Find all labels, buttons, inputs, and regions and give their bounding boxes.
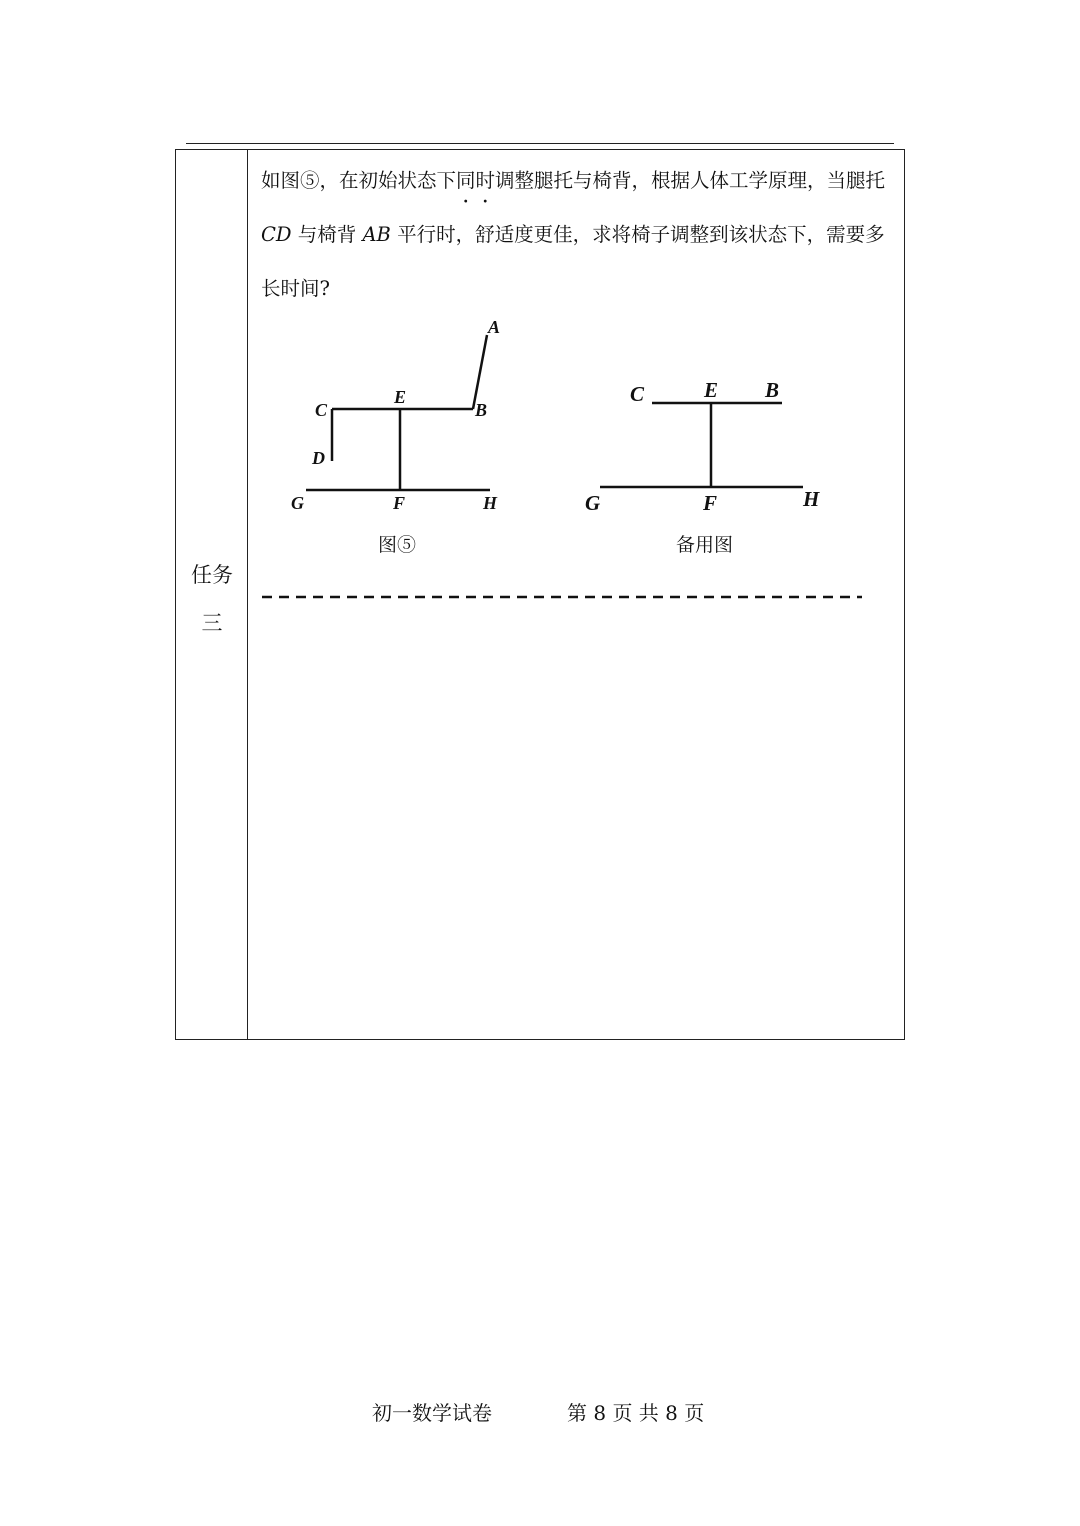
spare-caption: 备用图 — [676, 534, 734, 556]
fig5-label-a: A — [488, 317, 501, 337]
fig5-label-c: C — [315, 400, 328, 420]
segment-ba-line — [473, 335, 487, 409]
problem-text-part-1: 如图⑤，在初始状态下 — [261, 169, 457, 192]
fig5-label-f: F — [393, 493, 406, 513]
fig5-label-b: B — [475, 400, 488, 420]
figure-5 — [306, 335, 490, 490]
fig5-label-h: H — [483, 493, 498, 513]
task-label-line-1: 任务 — [191, 563, 233, 587]
spare-label-c: C — [630, 382, 645, 406]
footer-page-info: 第 8 页 共 8 页 — [567, 1401, 705, 1425]
problem-text-part-4: 平行时，舒适度更佳，求将椅子调整到该状态下，需要多长时间? — [261, 223, 885, 300]
problem-text-part-3: 与椅背 — [291, 223, 363, 246]
spare-figure — [600, 403, 803, 487]
problem-text-part-2: 调整腿托与椅背，根据人体工学原理，当腿托 — [495, 169, 886, 192]
spare-label-g: G — [585, 491, 601, 515]
spare-label-f: F — [703, 491, 718, 515]
footer-exam-title: 初一数学试卷 — [372, 1401, 492, 1425]
spare-label-e: E — [704, 378, 719, 402]
spare-label-b: B — [765, 378, 780, 402]
emphasis-char-2: 时 — [475, 169, 496, 192]
fig5-label-g: G — [291, 493, 304, 513]
emphasis-char-1: 同 — [456, 169, 476, 192]
segment-cd: CD — [261, 223, 292, 246]
fig5-label-d: D — [312, 448, 325, 468]
fig5-label-e: E — [394, 387, 407, 407]
segment-ab: AB — [362, 223, 391, 246]
spare-label-h: H — [803, 487, 820, 511]
fig5-caption: 图⑤ — [378, 534, 417, 556]
task-label-line-2: 三 — [201, 611, 223, 635]
